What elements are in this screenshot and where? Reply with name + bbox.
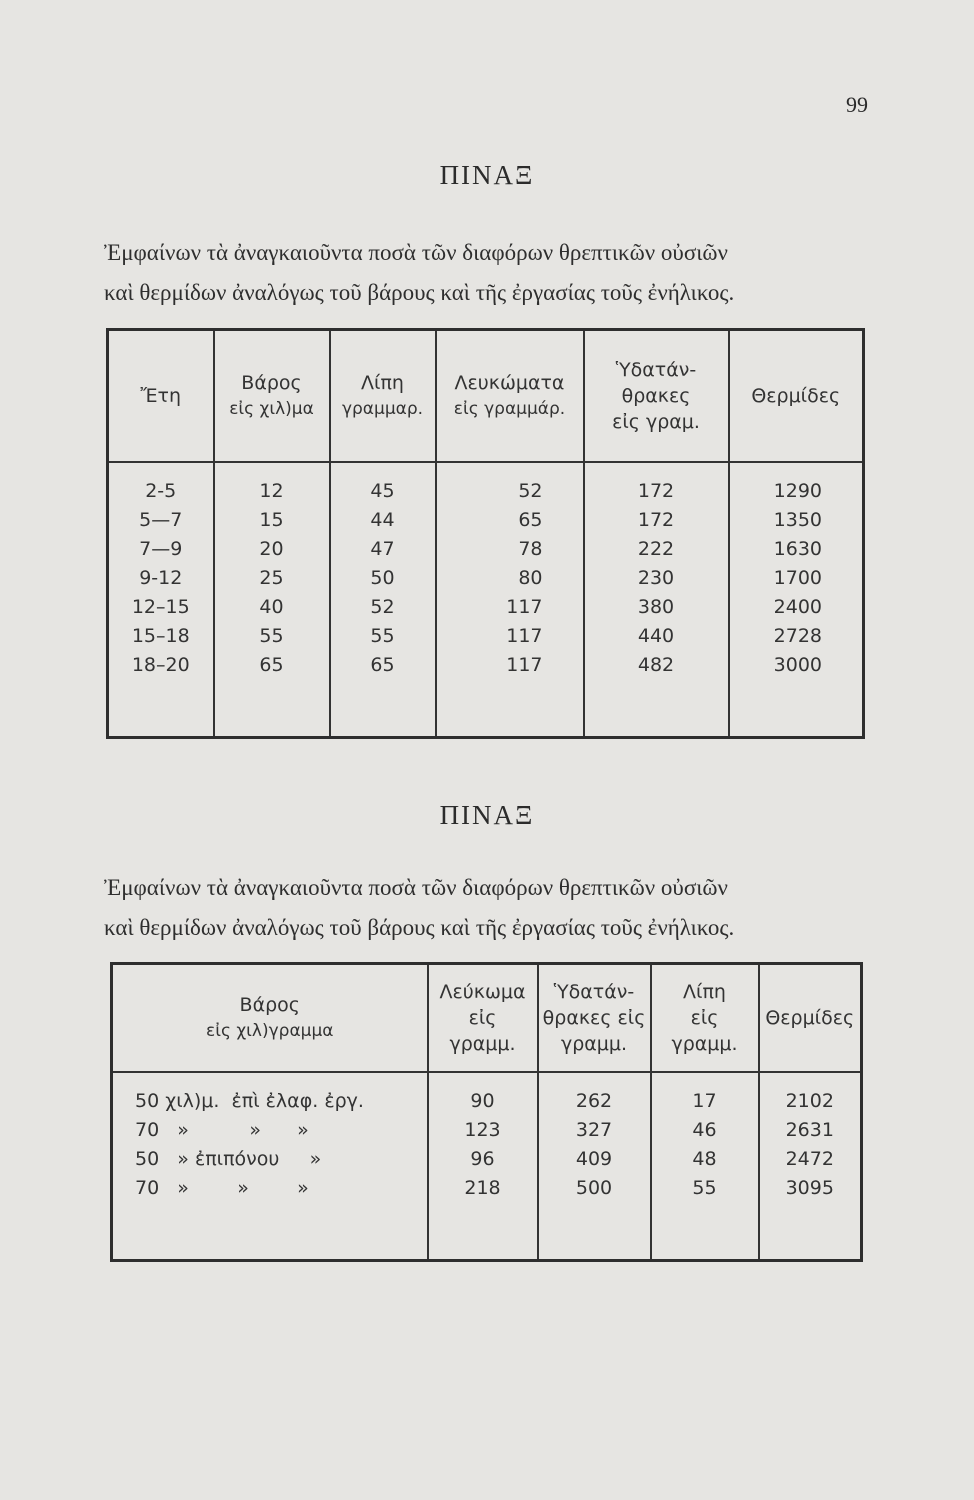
cell-weight: 20 <box>214 535 330 564</box>
cell-protein: 218 <box>428 1174 538 1261</box>
cell-protein: 90 <box>428 1072 538 1116</box>
table2-caption-line1: Ἐμφαίνων τὰ ἀναγκαιοῦντα ποσὰ τῶν διαφόρων θρεπτικῶν οὐσιῶν <box>104 875 728 900</box>
cell-carbs: 440 <box>584 622 729 651</box>
cell-calories: 2400 <box>729 593 864 622</box>
cell-protein: 123 <box>428 1116 538 1145</box>
cell-carbs: 327 <box>538 1116 651 1145</box>
table-row <box>108 622 864 651</box>
cell-fat: 55 <box>651 1174 759 1261</box>
header-years: Ἔτη <box>108 330 214 462</box>
cell-weight: 65 <box>214 651 330 738</box>
table1-title: ΠΙΝΑΞ <box>439 160 535 190</box>
cell-description: 50 χιλ)μ. ἐπὶ ἐλαφ. ἐργ. <box>112 1072 428 1116</box>
cell-calories: 1350 <box>729 506 864 535</box>
table1-caption-line1: Ἐμφαίνων τὰ ἀναγκαιοῦντα ποσὰ τῶν διαφόρων θρεπτικῶν οὐσιῶν <box>104 240 728 265</box>
table1-header-row <box>108 330 864 462</box>
table1-caption-line2: καὶ θερμίδων ἀναλόγως τοῦ βάρους καὶ τῆς ἐργασίας τοῦς ἐνήλικος. <box>104 280 735 305</box>
cell-carbs: 222 <box>584 535 729 564</box>
cell-years: 18–20 <box>108 651 214 738</box>
cell-protein: 52 <box>436 462 584 506</box>
table-row <box>112 1174 862 1261</box>
cell-carbs: 500 <box>538 1174 651 1261</box>
cell-protein: 65 <box>436 506 584 535</box>
table-row <box>108 651 864 738</box>
cell-carbs: 230 <box>584 564 729 593</box>
header-calories: Θερμίδες <box>729 330 864 462</box>
cell-years: 7—9 <box>108 535 214 564</box>
table2-title: ΠΙΝΑΞ <box>439 800 535 830</box>
header-fat: Λίπη γραμμαρ. <box>330 330 436 462</box>
cell-calories: 2728 <box>729 622 864 651</box>
cell-calories: 2631 <box>759 1116 862 1145</box>
header-calories: Θερμίδες <box>759 964 862 1072</box>
cell-fat: 47 <box>330 535 436 564</box>
cell-years: 9-12 <box>108 564 214 593</box>
nutrition-table-by-workload <box>110 962 863 1262</box>
cell-weight: 12 <box>214 462 330 506</box>
header-weight: Βάρος εἰς χιλ)μα <box>214 330 330 462</box>
cell-fat: 50 <box>330 564 436 593</box>
cell-carbs: 409 <box>538 1145 651 1174</box>
page-number: 99 <box>846 92 868 117</box>
cell-protein: 78 <box>436 535 584 564</box>
cell-description: 50 » ἐπιπόνου » <box>112 1145 428 1174</box>
cell-protein: 117 <box>436 651 584 738</box>
cell-description: 70 » » » <box>112 1174 428 1261</box>
header-protein: Λεύκωμα εἰς γραμμ. <box>428 964 538 1072</box>
cell-fat: 45 <box>330 462 436 506</box>
table-row <box>108 564 864 593</box>
cell-years: 15–18 <box>108 622 214 651</box>
cell-weight: 40 <box>214 593 330 622</box>
cell-fat: 48 <box>651 1145 759 1174</box>
table-row <box>108 535 864 564</box>
cell-weight: 15 <box>214 506 330 535</box>
cell-description: 70 » » » <box>112 1116 428 1145</box>
cell-protein: 96 <box>428 1145 538 1174</box>
header-carbs: Ὑδατάν- θρακες εἰς γραμμ. <box>538 964 651 1072</box>
table-row <box>112 1072 862 1116</box>
table2-caption-line2: καὶ θερμίδων ἀναλόγως τοῦ βάρους καὶ τῆς ἐργασίας τοῦς ἐνήλικος. <box>104 915 735 940</box>
cell-fat: 46 <box>651 1116 759 1145</box>
header-carbs: Ὑδατάν- θρακες εἰς γραμ. <box>584 330 729 462</box>
table-row <box>112 1145 862 1174</box>
nutrition-table-by-age <box>106 328 865 739</box>
cell-calories: 1290 <box>729 462 864 506</box>
cell-carbs: 172 <box>584 506 729 535</box>
header-fat: Λίπη εἰς γραμμ. <box>651 964 759 1072</box>
cell-fat: 55 <box>330 622 436 651</box>
table-row <box>108 462 864 506</box>
cell-calories: 1700 <box>729 564 864 593</box>
cell-weight: 55 <box>214 622 330 651</box>
table2-header-row <box>112 964 862 1072</box>
cell-fat: 65 <box>330 651 436 738</box>
cell-protein: 117 <box>436 593 584 622</box>
cell-fat: 52 <box>330 593 436 622</box>
cell-carbs: 172 <box>584 462 729 506</box>
cell-calories: 1630 <box>729 535 864 564</box>
cell-calories: 2472 <box>759 1145 862 1174</box>
cell-years: 2-5 <box>108 462 214 506</box>
table-row <box>108 506 864 535</box>
cell-weight: 25 <box>214 564 330 593</box>
cell-fat: 44 <box>330 506 436 535</box>
table-row <box>108 593 864 622</box>
cell-calories: 2102 <box>759 1072 862 1116</box>
cell-fat: 17 <box>651 1072 759 1116</box>
cell-years: 12–15 <box>108 593 214 622</box>
cell-protein: 80 <box>436 564 584 593</box>
cell-carbs: 380 <box>584 593 729 622</box>
table-row <box>112 1116 862 1145</box>
table2-caption <box>104 868 864 948</box>
cell-carbs: 262 <box>538 1072 651 1116</box>
cell-carbs: 482 <box>584 651 729 738</box>
cell-calories: 3095 <box>759 1174 862 1261</box>
header-weight: Βάρος εἰς χιλ)γραμμα <box>112 964 428 1072</box>
header-protein: Λευκώματα εἰς γραμμάρ. <box>436 330 584 462</box>
table1-caption <box>104 233 864 313</box>
cell-calories: 3000 <box>729 651 864 738</box>
cell-protein: 117 <box>436 622 584 651</box>
cell-years: 5—7 <box>108 506 214 535</box>
